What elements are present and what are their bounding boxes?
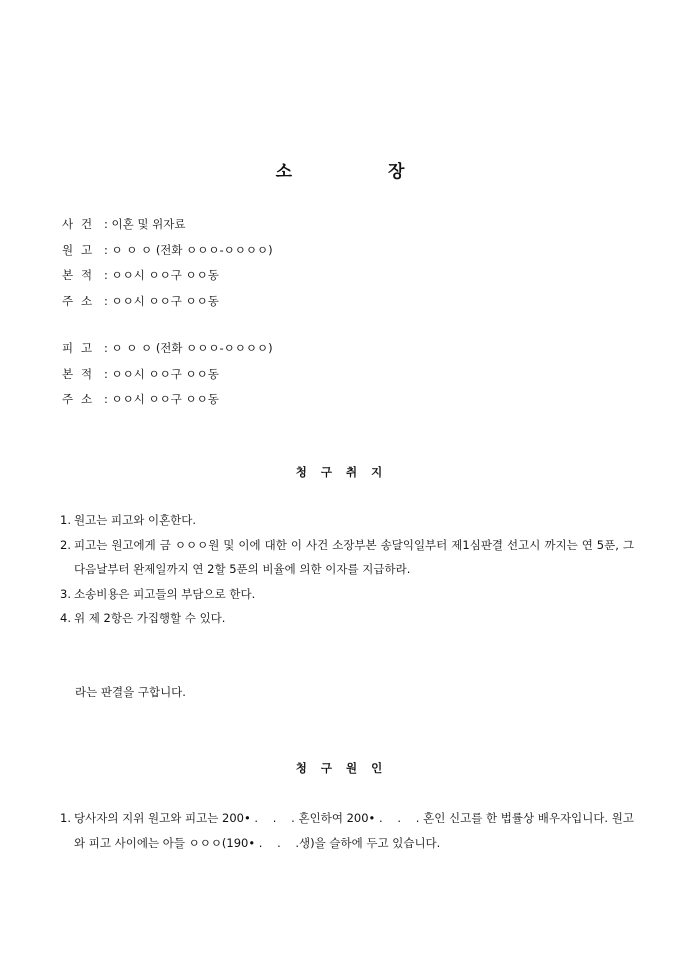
list-item: 1. 당사자의 지위 원고와 피고는 200• . . . 혼인하여 200• . . . 혼인 신고를 한 법률상 배우자입니다. 원고와 피고 사이에는 아들 ㅇㅇㅇ(190• . . .생)을 슬하에 두고 있습니다. [60, 811, 634, 850]
plaintiff-name-row: 원 고 : ㅇ ㅇ ㅇ (전화 ㅇㅇㅇ-ㅇㅇㅇㅇ) [62, 242, 273, 257]
defendant-name-row: 피 고 : ㅇ ㅇ ㅇ (전화 ㅇㅇㅇ-ㅇㅇㅇㅇ) [62, 341, 273, 355]
document-title [0, 157, 680, 182]
list-item: 1. 원고는 피고와 이혼한다. [60, 513, 197, 527]
claim-purpose-list [60, 508, 634, 631]
list-item: 2. 피고는 원고에게 금 ㅇㅇㅇ원 및 이에 대한 이 사건 소장부본 송달익일부터 제1심판결 선고시 까지는 연 5푼, 그 다음날부터 완제일까지 연 2할 5푼의 비율에 의한 이자를 지급하라. [60, 537, 634, 576]
claim-cause-list [60, 806, 634, 855]
party-info-plaintiff [62, 212, 273, 314]
list-item: 4. 위 제 2항은 가집행할 수 있다. [60, 611, 226, 625]
defendant-origin-row: 본 적 : ㅇㅇ시 ㅇㅇ구 ㅇㅇ동 [62, 366, 219, 381]
closing-sentence: 라는 판결을 구합니다. [75, 685, 186, 699]
list-item: 3. 소송비용은 피고들의 부담으로 한다. [60, 586, 256, 601]
case-value: 이혼 및 위자료 [111, 217, 186, 231]
party-info-defendant [62, 336, 273, 413]
plaintiff-origin-row: 본 적 : ㅇㅇ시 ㅇㅇ구 ㅇㅇ동 [62, 268, 219, 282]
claim-cause-heading: 청 구 원 인 [295, 761, 385, 775]
title-char-left: 소 [275, 162, 292, 182]
title-char-right: 장 [388, 162, 405, 182]
case-row: 사 건 : 이혼 및 위자료 [62, 217, 186, 231]
defendant-address-row: 주 소 : ㅇㅇ시 ㅇㅇ구 ㅇㅇ동 [62, 392, 219, 406]
plaintiff-address-row: 주 소 : ㅇㅇ시 ㅇㅇ구 ㅇㅇ동 [62, 293, 219, 308]
claim-purpose-heading: 청 구 취 지 [295, 465, 385, 479]
